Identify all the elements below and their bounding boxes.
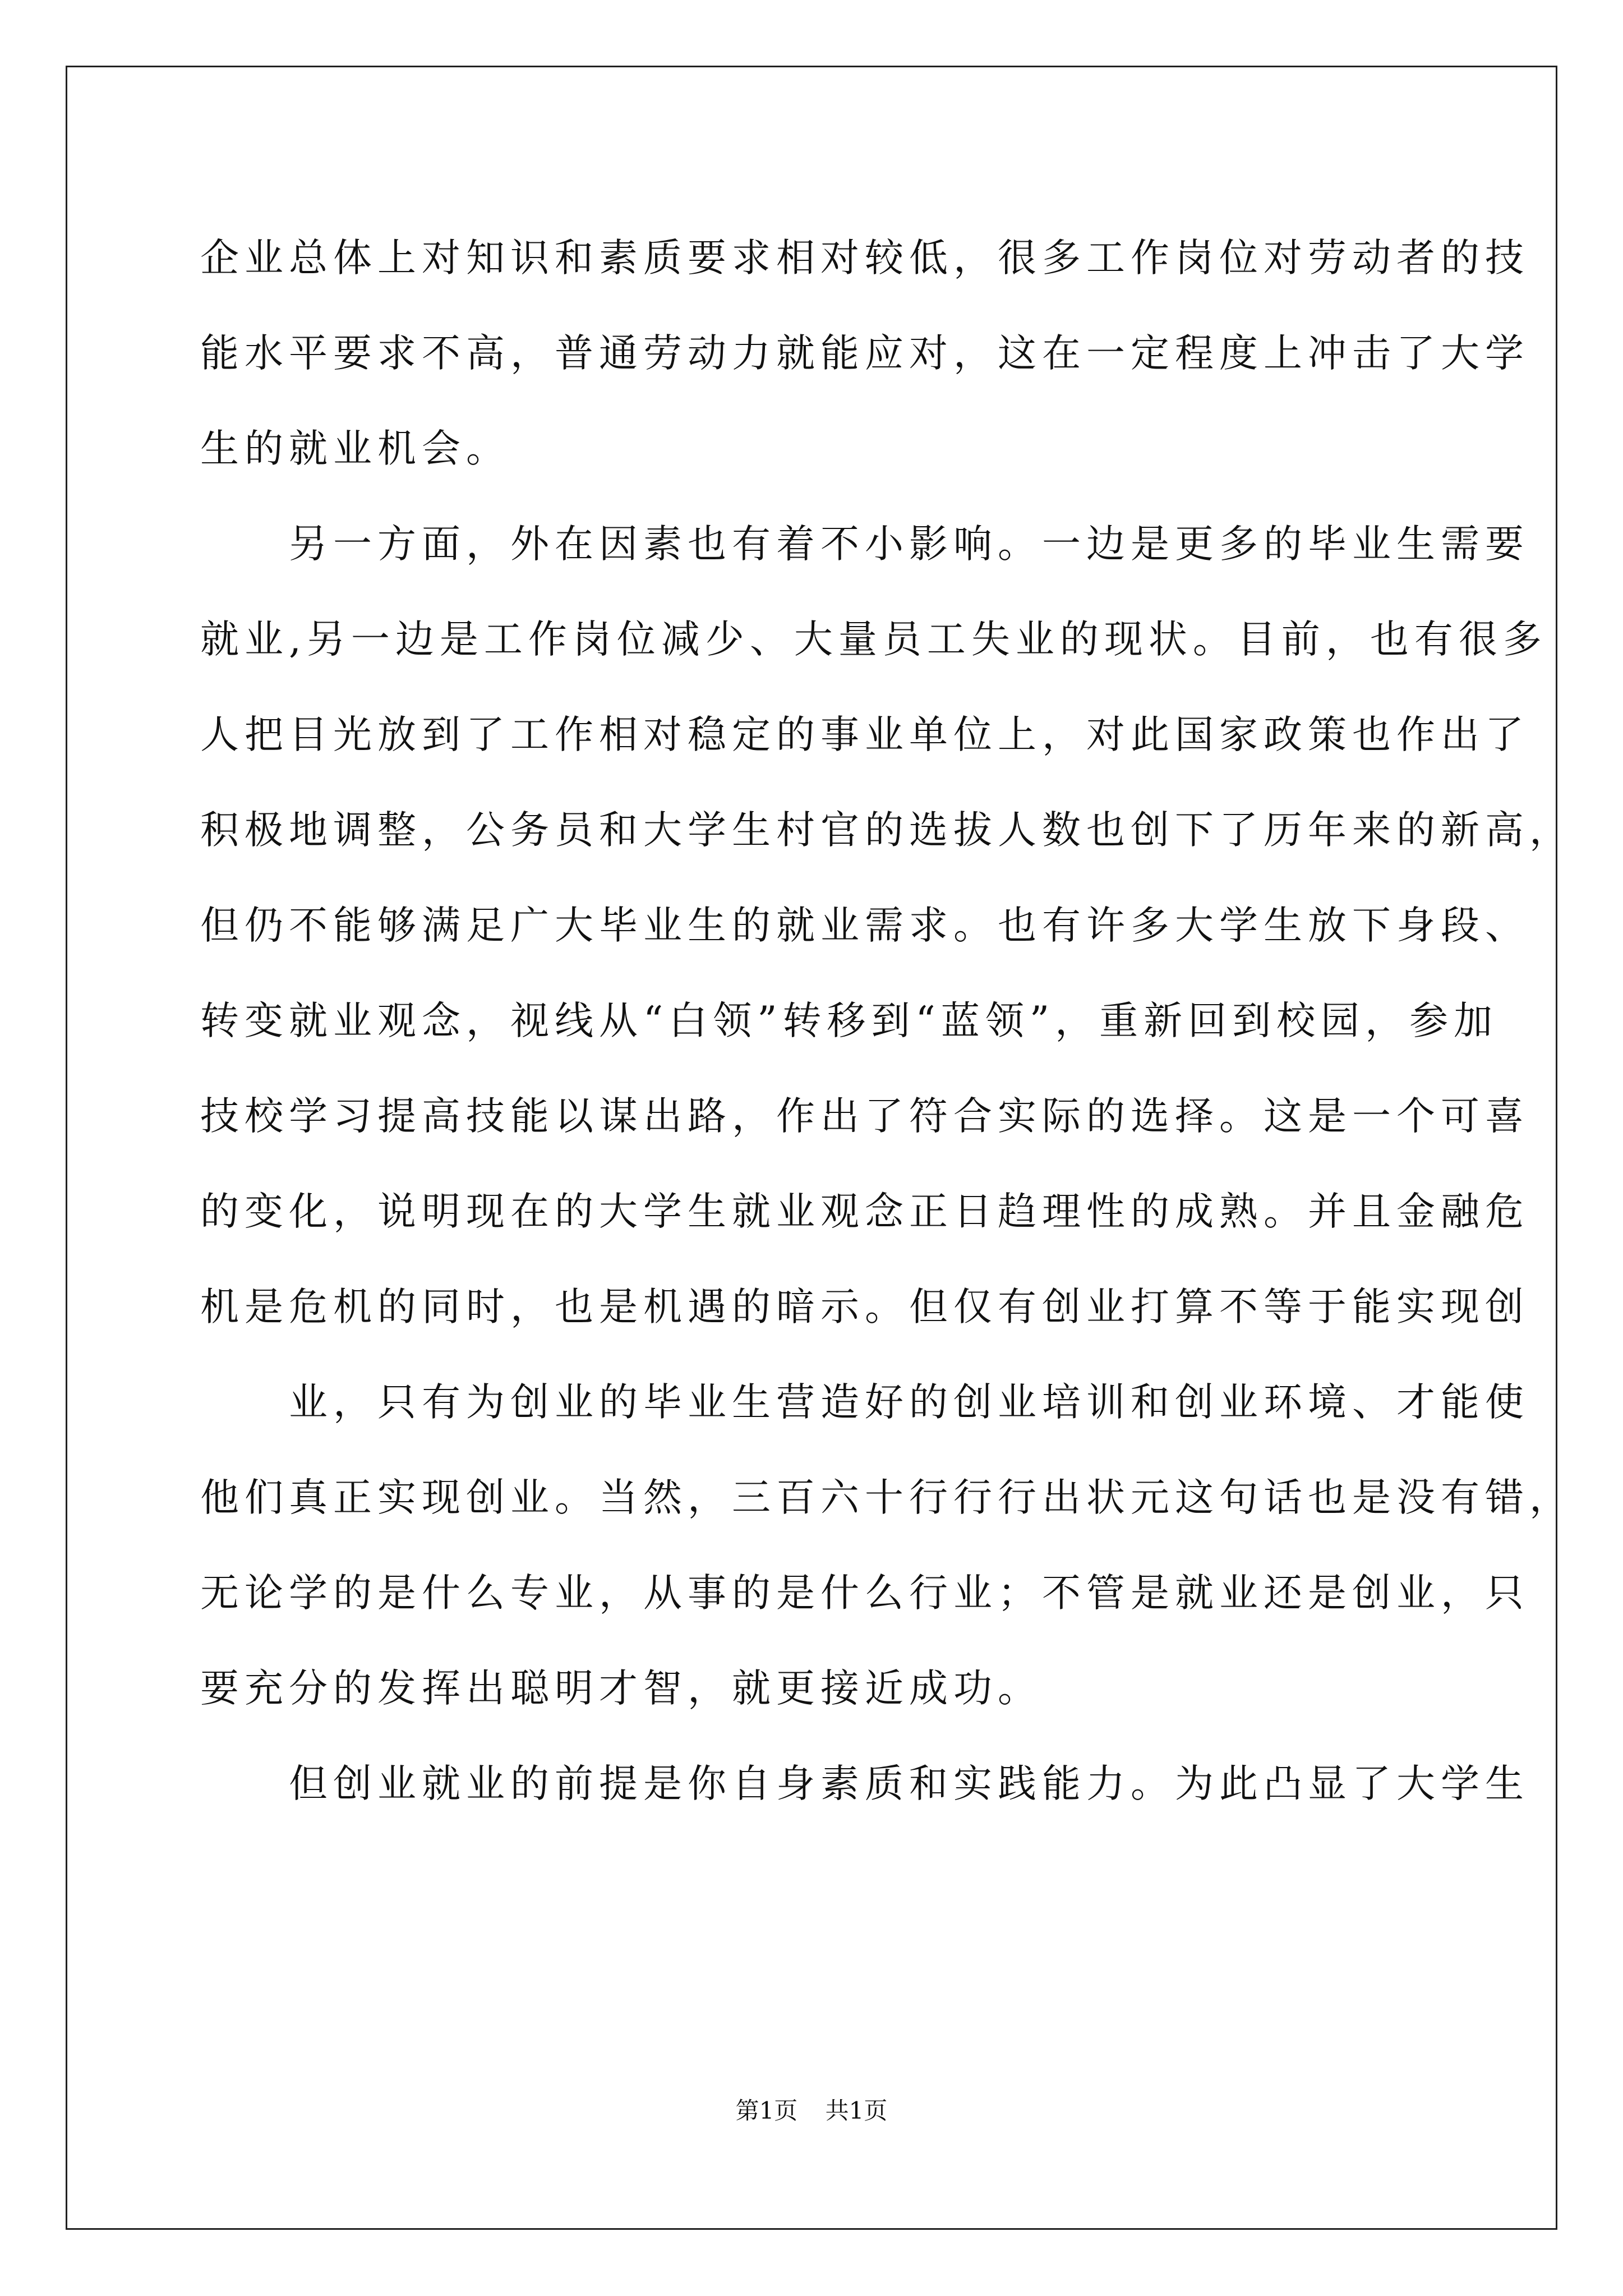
text-line: 要充分的发挥出聪明才智，就更接近成功。 [200, 1666, 1042, 1711]
text-line: 机是危机的同时，也是机遇的暗示。但仅有创业打算不等于能实现创 [200, 1285, 1529, 1329]
text-line: 人把目光放到了工作相对稳定的事业单位上，对此国家政策也作出了 [200, 712, 1529, 757]
text-line: 业，只有为创业的毕业生营造好的创业培训和创业环境、才能使 [200, 1380, 1529, 1425]
text-line: 技校学习提高技能以谋出路，作出了符合实际的选择。这是一个可喜 [200, 1094, 1529, 1139]
text-line: 无论学的是什么专业，从事的是什么行业；不管是就业还是创业，只 [200, 1571, 1529, 1616]
text-line: 另一方面，外在因素也有着不小影响。一边是更多的毕业生需要 [200, 522, 1529, 567]
text-line: 的变化，说明现在的大学生就业观念正日趋理性的成熟。并且金融危 [200, 1189, 1529, 1234]
text-line: 生的就业机会。 [200, 426, 510, 471]
text-line: 能水平要求不高，普通劳动力就能应对，这在一定程度上冲击了大学 [200, 331, 1529, 376]
page-number: 第1页 [735, 2097, 798, 2124]
text-line: 就业,另一边是工作岗位减少、大量员工失业的现状。目前，也有很多 [200, 617, 1547, 662]
page-total: 共1页 [825, 2097, 888, 2124]
text-line: 但创业就业的前提是你自身素质和实践能力。为此凸显了大学生 [200, 1761, 1529, 1806]
text-line: 积极地调整，公务员和大学生村官的选拔人数也创下了历年来的新高， [200, 808, 1574, 853]
page-footer [0, 2092, 1623, 2126]
text-line: 企业总体上对知识和素质要求相对较低，很多工作岗位对劳动者的技 [200, 236, 1529, 280]
text-line: 转变就业观念，视线从“白领”转移到“蓝领”，重新回到校园，参加 [200, 999, 1498, 1043]
text-line: 但仍不能够满足广大毕业生的就业需求。也有许多大学生放下身段、 [200, 903, 1529, 948]
document-body [200, 210, 1574, 1832]
text-line: 他们真正实现创业。当然，三百六十行行行出状元这句话也是没有错， [200, 1475, 1574, 1520]
